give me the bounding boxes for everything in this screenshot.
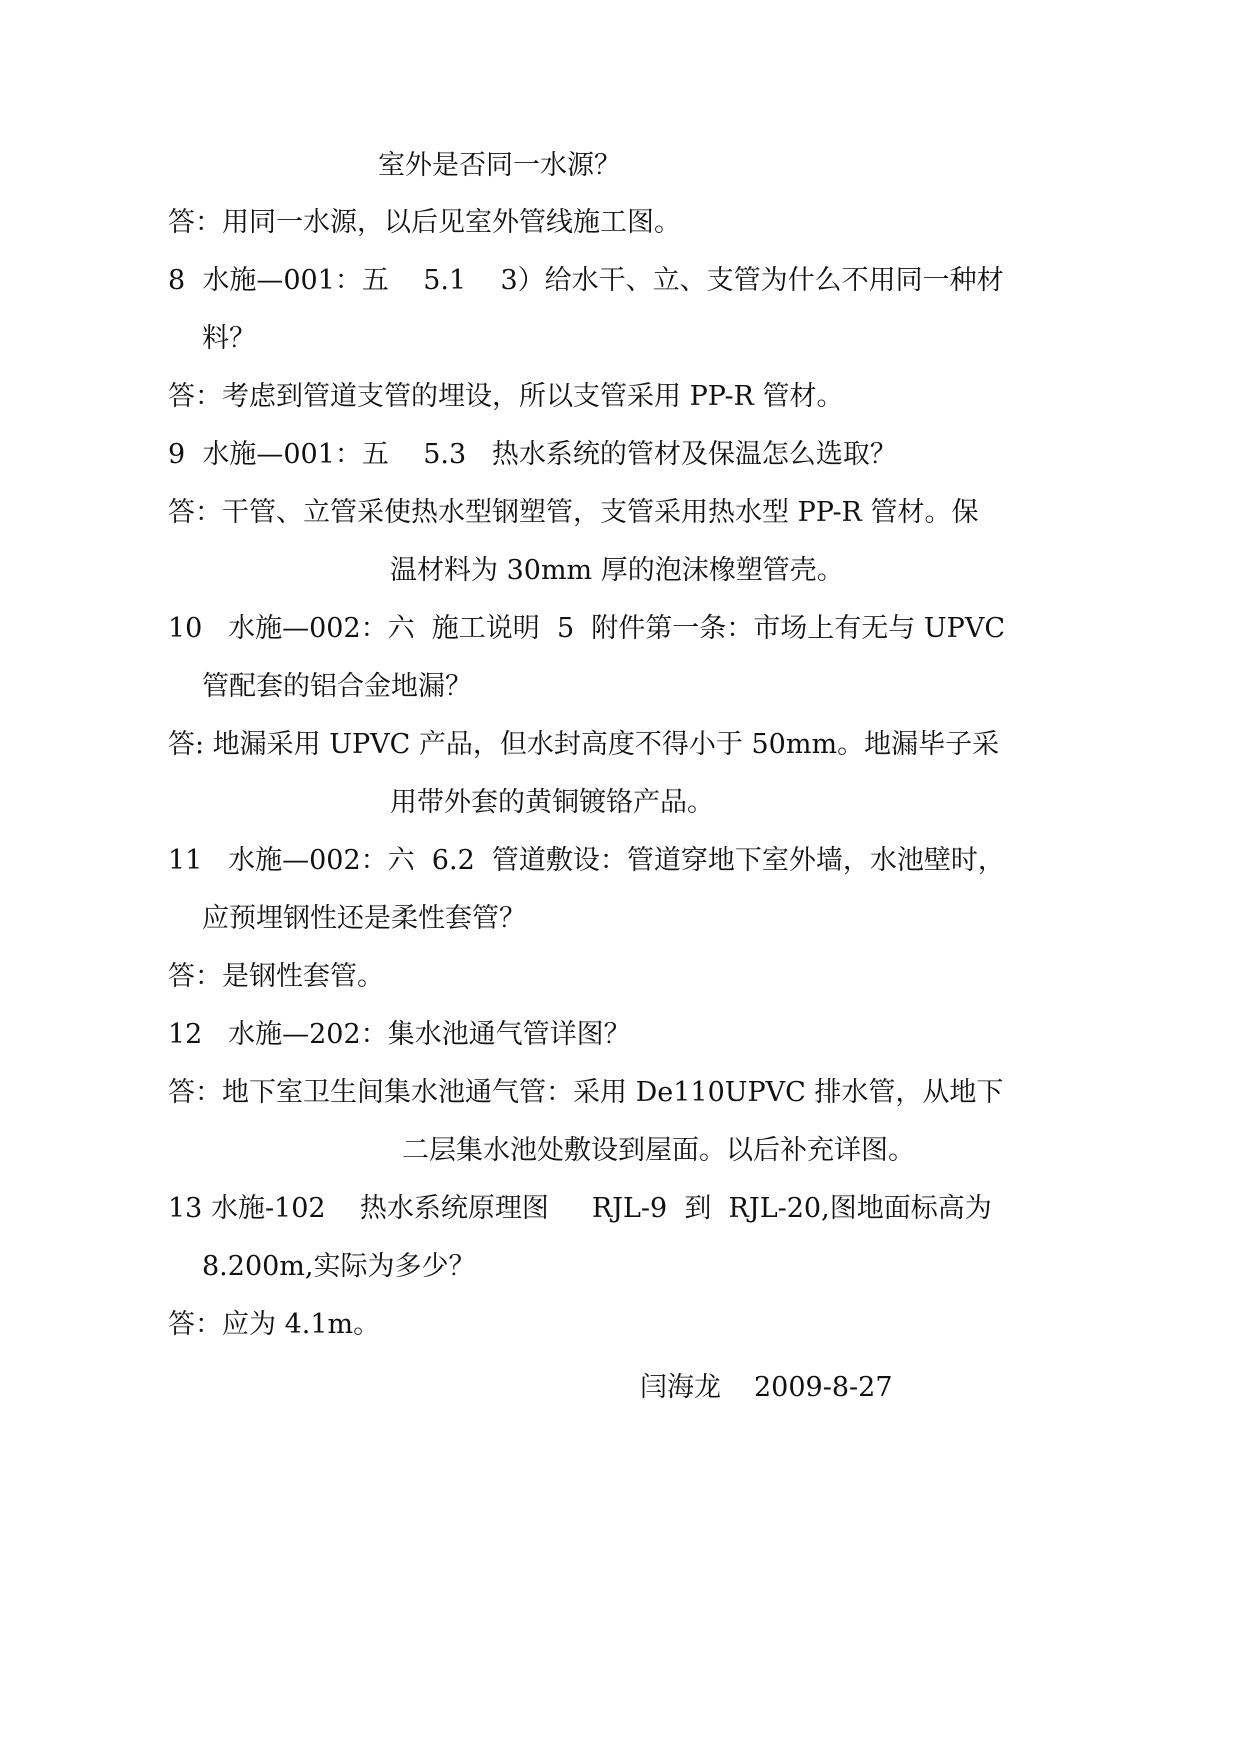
signature-name: 闫海龙 <box>640 1372 721 1403</box>
text-line: 答: 地漏采用 UPVC 产品，但水封高度不得小于 50mm。地漏毕子采 <box>168 729 1000 760</box>
signature-date: 2009-8-27 <box>754 1372 893 1403</box>
text-line: 12 水施—202：集水池通气管详图？ <box>168 1019 631 1050</box>
text-line: 10 水施—002：六 施工说明 5 附件第一条：市场上有无与 UPVC <box>168 613 1005 644</box>
text-line: 答：是钢性套管。 <box>168 961 384 992</box>
text-line: 8.200m,实际为多少？ <box>202 1251 476 1282</box>
text-line: 答：考虑到管道支管的埋设，所以支管采用 PP-R 管材。 <box>168 381 844 412</box>
text-line: 11 水施—002：六 6.2 管道敷设：管道穿地下室外墙，水池壁时， <box>168 845 1005 876</box>
text-line: 二层集水池处敷设到屋面。以后补充详图。 <box>402 1135 915 1166</box>
text-line: 应预埋钢性还是柔性套管？ <box>202 903 526 934</box>
text-line: 温材料为 30mm 厚的泡沫橡塑管壳。 <box>390 555 844 586</box>
text-line: 答：应为 4.1m。 <box>168 1309 381 1340</box>
text-line: 管配套的铝合金地漏？ <box>202 671 472 702</box>
text-line: 料？ <box>202 323 256 354</box>
text-line: 13 水施-102 热水系统原理图 RJL-9 到 RJL-20,图地面标高为 <box>168 1193 992 1224</box>
text-line: 8 水施—001：五 5.1 3）给水干、立、支管为什么不用同一种材 <box>168 265 1004 296</box>
text-line: 答：干管、立管采使热水型钢塑管，支管采用热水型 PP-R 管材。保 <box>168 497 979 528</box>
text-line: 答：用同一水源，以后见室外管线施工图。 <box>168 207 681 238</box>
text-line: 答：地下室卫生间集水池通气管：采用 De110UPVC 排水管，从地下 <box>168 1077 1004 1108</box>
text-line: 9 水施—001：五 5.3 热水系统的管材及保温怎么选取？ <box>168 439 897 470</box>
text-line: 用带外套的黄铜镀铬产品。 <box>390 787 714 818</box>
text-line: 室外是否同一水源？ <box>378 150 621 181</box>
